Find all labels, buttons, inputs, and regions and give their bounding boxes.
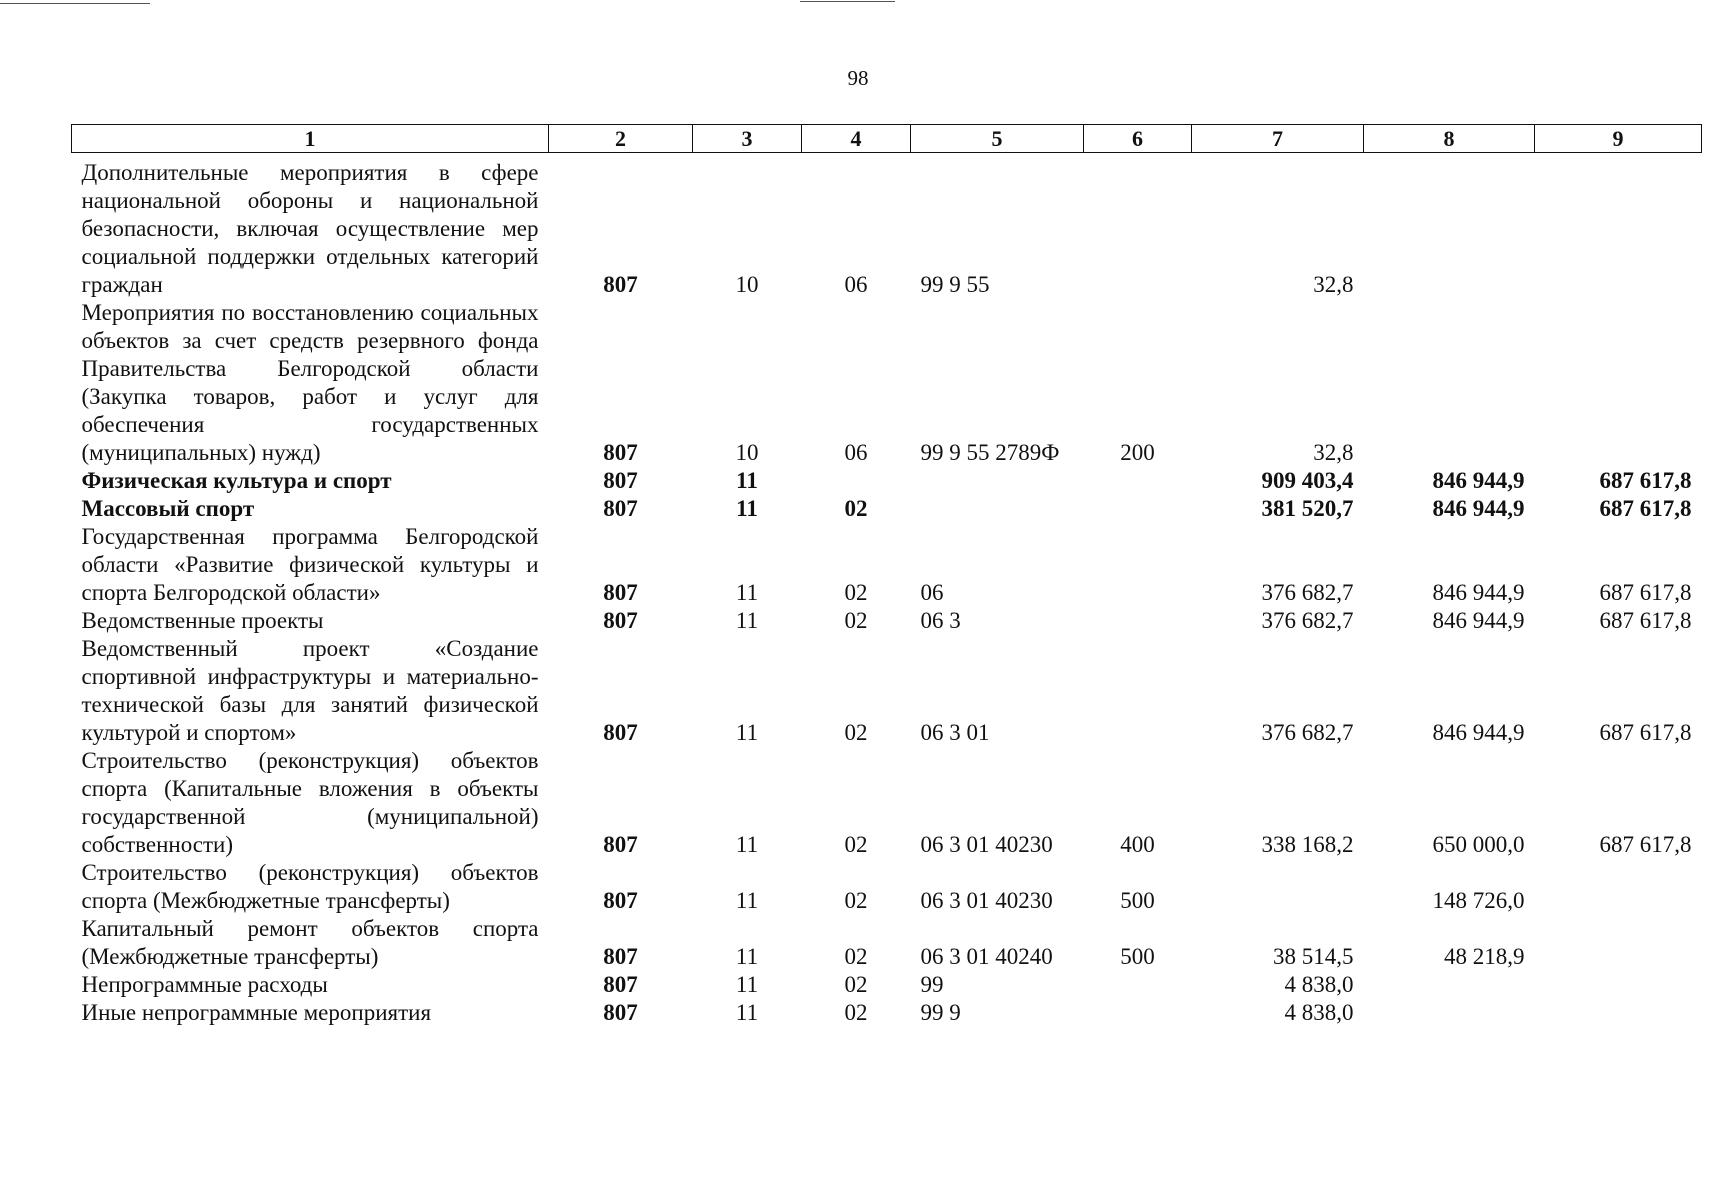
table-row (72, 915, 1702, 971)
row-amount-col8: 846 944,9 (1432, 580, 1525, 605)
row-expense-type (1084, 607, 1192, 635)
row-subsection-code: 02 (844, 720, 868, 745)
row-target-article: 06 3 01 40240 (920, 944, 1053, 969)
row-amount-col9: 687 617,8 (1599, 608, 1692, 633)
table-row (72, 467, 1702, 495)
row-section-code: 10 (735, 272, 759, 297)
row-amount-col7: 376 682,7 (1261, 580, 1354, 605)
row-target-article: 06 3 01 40230 (920, 888, 1053, 913)
row-section-code: 11 (736, 496, 758, 521)
row-ministry-code: 807 (603, 468, 638, 493)
column-header-8: 8 (1364, 125, 1535, 153)
row-amount-col7: 376 682,7 (1261, 608, 1354, 633)
row-subsection-code (802, 467, 911, 495)
column-number-header-row (72, 125, 1702, 153)
row-amount-col9 (1535, 971, 1702, 999)
row-amount-col8: 846 944,9 (1432, 720, 1525, 745)
row-expense-type (1084, 467, 1192, 495)
row-name: Массовый спорт (81, 496, 255, 521)
row-amount-col7: 38 514,5 (1273, 944, 1354, 969)
row-name: Физическая культура и спорт (81, 468, 392, 493)
row-amount-col8: 650 000,0 (1432, 832, 1525, 857)
row-name: Ведомственные проекты (81, 608, 324, 633)
row-section-code: 11 (735, 832, 759, 857)
column-header-9: 9 (1535, 125, 1702, 153)
row-subsection-code: 06 (844, 272, 868, 297)
table-row (72, 971, 1702, 999)
row-name: Строительство (реконструкция) объектов спорта (Капитальные вложения в объекты государственной (муниципальной) собственности) (81, 748, 539, 857)
table-row (72, 999, 1702, 1027)
row-subsection-code: 02 (844, 496, 868, 521)
row-name: Мероприятия по восстановлению социальных объектов за счет средств резервного фонда Правительства Белгородской области (Закупка товаров, работ и услуг для обеспечения государственных (муниципальных) нужд) (81, 300, 539, 465)
row-section-code: 11 (735, 580, 759, 605)
row-amount-col7: 909 403,4 (1261, 468, 1354, 493)
row-subsection-code: 06 (844, 440, 868, 465)
row-ministry-code: 807 (603, 580, 638, 605)
row-subsection-code: 02 (844, 972, 868, 997)
row-section-code: 11 (735, 1000, 759, 1025)
row-amount-col9 (1535, 915, 1702, 971)
row-subsection-code: 02 (844, 608, 868, 633)
scan-artifact-line (800, 1, 895, 2)
row-target-article: 06 (920, 580, 944, 605)
scan-artifact-line (0, 3, 150, 4)
column-header-2: 2 (549, 125, 693, 153)
row-subsection-code: 02 (844, 944, 868, 969)
row-amount-col7: 32,8 (1313, 272, 1354, 297)
row-expense-type: 200 (1120, 440, 1155, 465)
table-row (72, 495, 1702, 523)
row-section-code: 11 (735, 720, 759, 745)
row-name: Дополнительные мероприятия в сфере национальной обороны и национальной безопасности, включая осуществление мер социальной поддержки отдельных категорий граждан (81, 160, 539, 297)
row-amount-col9 (1535, 153, 1702, 300)
row-amount-col9: 687 617,8 (1599, 720, 1692, 745)
row-amount-col7: 4 838,0 (1284, 972, 1354, 997)
row-expense-type: 500 (1120, 888, 1155, 913)
row-subsection-code: 02 (844, 580, 868, 605)
row-expense-type (1084, 523, 1192, 607)
row-name: Строительство (реконструкция) объектов спорта (Межбюджетные трансферты) (81, 860, 539, 913)
row-expense-type: 400 (1120, 832, 1155, 857)
row-ministry-code: 807 (603, 440, 638, 465)
row-amount-col9: 687 617,8 (1599, 580, 1692, 605)
row-target-article: 99 9 55 (920, 272, 990, 297)
row-amount-col9 (1535, 859, 1702, 915)
row-expense-type (1084, 495, 1192, 523)
row-target-article: 99 9 (920, 1000, 961, 1025)
row-amount-col8 (1364, 153, 1535, 300)
table-row (72, 859, 1702, 915)
row-subsection-code: 02 (844, 832, 868, 857)
row-expense-type (1084, 999, 1192, 1027)
row-amount-col7: 32,8 (1313, 440, 1354, 465)
table-row (72, 747, 1702, 859)
row-ministry-code: 807 (603, 944, 638, 969)
column-header-3: 3 (693, 125, 802, 153)
row-amount-col8: 846 944,9 (1432, 496, 1525, 521)
row-name: Государственная программа Белгородской области «Развитие физической культуры и спорта Белгородской области» (81, 524, 539, 605)
row-section-code: 11 (735, 972, 759, 997)
row-ministry-code: 807 (603, 496, 638, 521)
row-target-article: 06 3 01 (920, 720, 990, 745)
row-amount-col9: 687 617,8 (1599, 832, 1692, 857)
column-header-4: 4 (802, 125, 911, 153)
row-expense-type (1084, 971, 1192, 999)
row-section-code: 10 (735, 440, 759, 465)
column-header-5: 5 (911, 125, 1084, 153)
row-section-code: 11 (735, 888, 759, 913)
row-expense-type: 500 (1120, 944, 1155, 969)
row-ministry-code: 807 (603, 272, 638, 297)
row-name: Иные непрограммные мероприятия (81, 1000, 432, 1025)
row-target-article (911, 495, 1084, 523)
row-expense-type (1084, 635, 1192, 747)
row-amount-col8 (1364, 999, 1535, 1027)
row-ministry-code: 807 (603, 888, 638, 913)
row-amount-col9: 687 617,8 (1599, 496, 1692, 521)
row-name: Капитальный ремонт объектов спорта (Межбюджетные трансферты) (81, 916, 539, 969)
row-section-code: 11 (735, 608, 759, 633)
row-amount-col7: 381 520,7 (1261, 496, 1354, 521)
table-row (72, 299, 1702, 467)
row-ministry-code: 807 (603, 608, 638, 633)
row-expense-type (1084, 153, 1192, 300)
row-amount-col8: 846 944,9 (1432, 608, 1525, 633)
table-row (72, 153, 1702, 300)
row-name: Непрограммные расходы (81, 972, 328, 997)
row-amount-col7: 4 838,0 (1284, 1000, 1354, 1025)
row-amount-col8 (1364, 971, 1535, 999)
row-target-article (911, 467, 1084, 495)
table-row (72, 523, 1702, 607)
row-ministry-code: 807 (603, 1000, 638, 1025)
row-ministry-code: 807 (603, 832, 638, 857)
row-subsection-code: 02 (844, 888, 868, 913)
row-amount-col8 (1364, 299, 1535, 467)
row-amount-col7 (1192, 859, 1364, 915)
row-target-article: 06 3 (920, 608, 961, 633)
row-section-code: 11 (736, 468, 758, 493)
row-amount-col9 (1535, 999, 1702, 1027)
row-amount-col8: 148 726,0 (1432, 888, 1525, 913)
row-name: Ведомственный проект «Создание спортивной инфраструктуры и материально-технической базы для занятий физической культурой и спортом» (81, 636, 539, 745)
row-amount-col8: 48 218,9 (1444, 944, 1525, 969)
row-target-article: 99 (920, 972, 944, 997)
row-amount-col8: 846 944,9 (1432, 468, 1525, 493)
column-header-7: 7 (1192, 125, 1364, 153)
row-ministry-code: 807 (603, 972, 638, 997)
row-target-article: 06 3 01 40230 (920, 832, 1053, 857)
row-subsection-code: 02 (844, 1000, 868, 1025)
row-ministry-code: 807 (603, 720, 638, 745)
row-amount-col9 (1535, 299, 1702, 467)
column-header-1: 1 (72, 125, 549, 153)
budget-table (71, 124, 1702, 1027)
table-row (72, 607, 1702, 635)
column-header-6: 6 (1084, 125, 1192, 153)
row-amount-col7: 376 682,7 (1261, 720, 1354, 745)
row-amount-col7: 338 168,2 (1261, 832, 1354, 857)
row-target-article: 99 9 55 2789Ф (920, 440, 1060, 465)
page-number: 98 (847, 66, 869, 90)
row-section-code: 11 (735, 944, 759, 969)
table-row (72, 635, 1702, 747)
row-amount-col9: 687 617,8 (1599, 468, 1692, 493)
